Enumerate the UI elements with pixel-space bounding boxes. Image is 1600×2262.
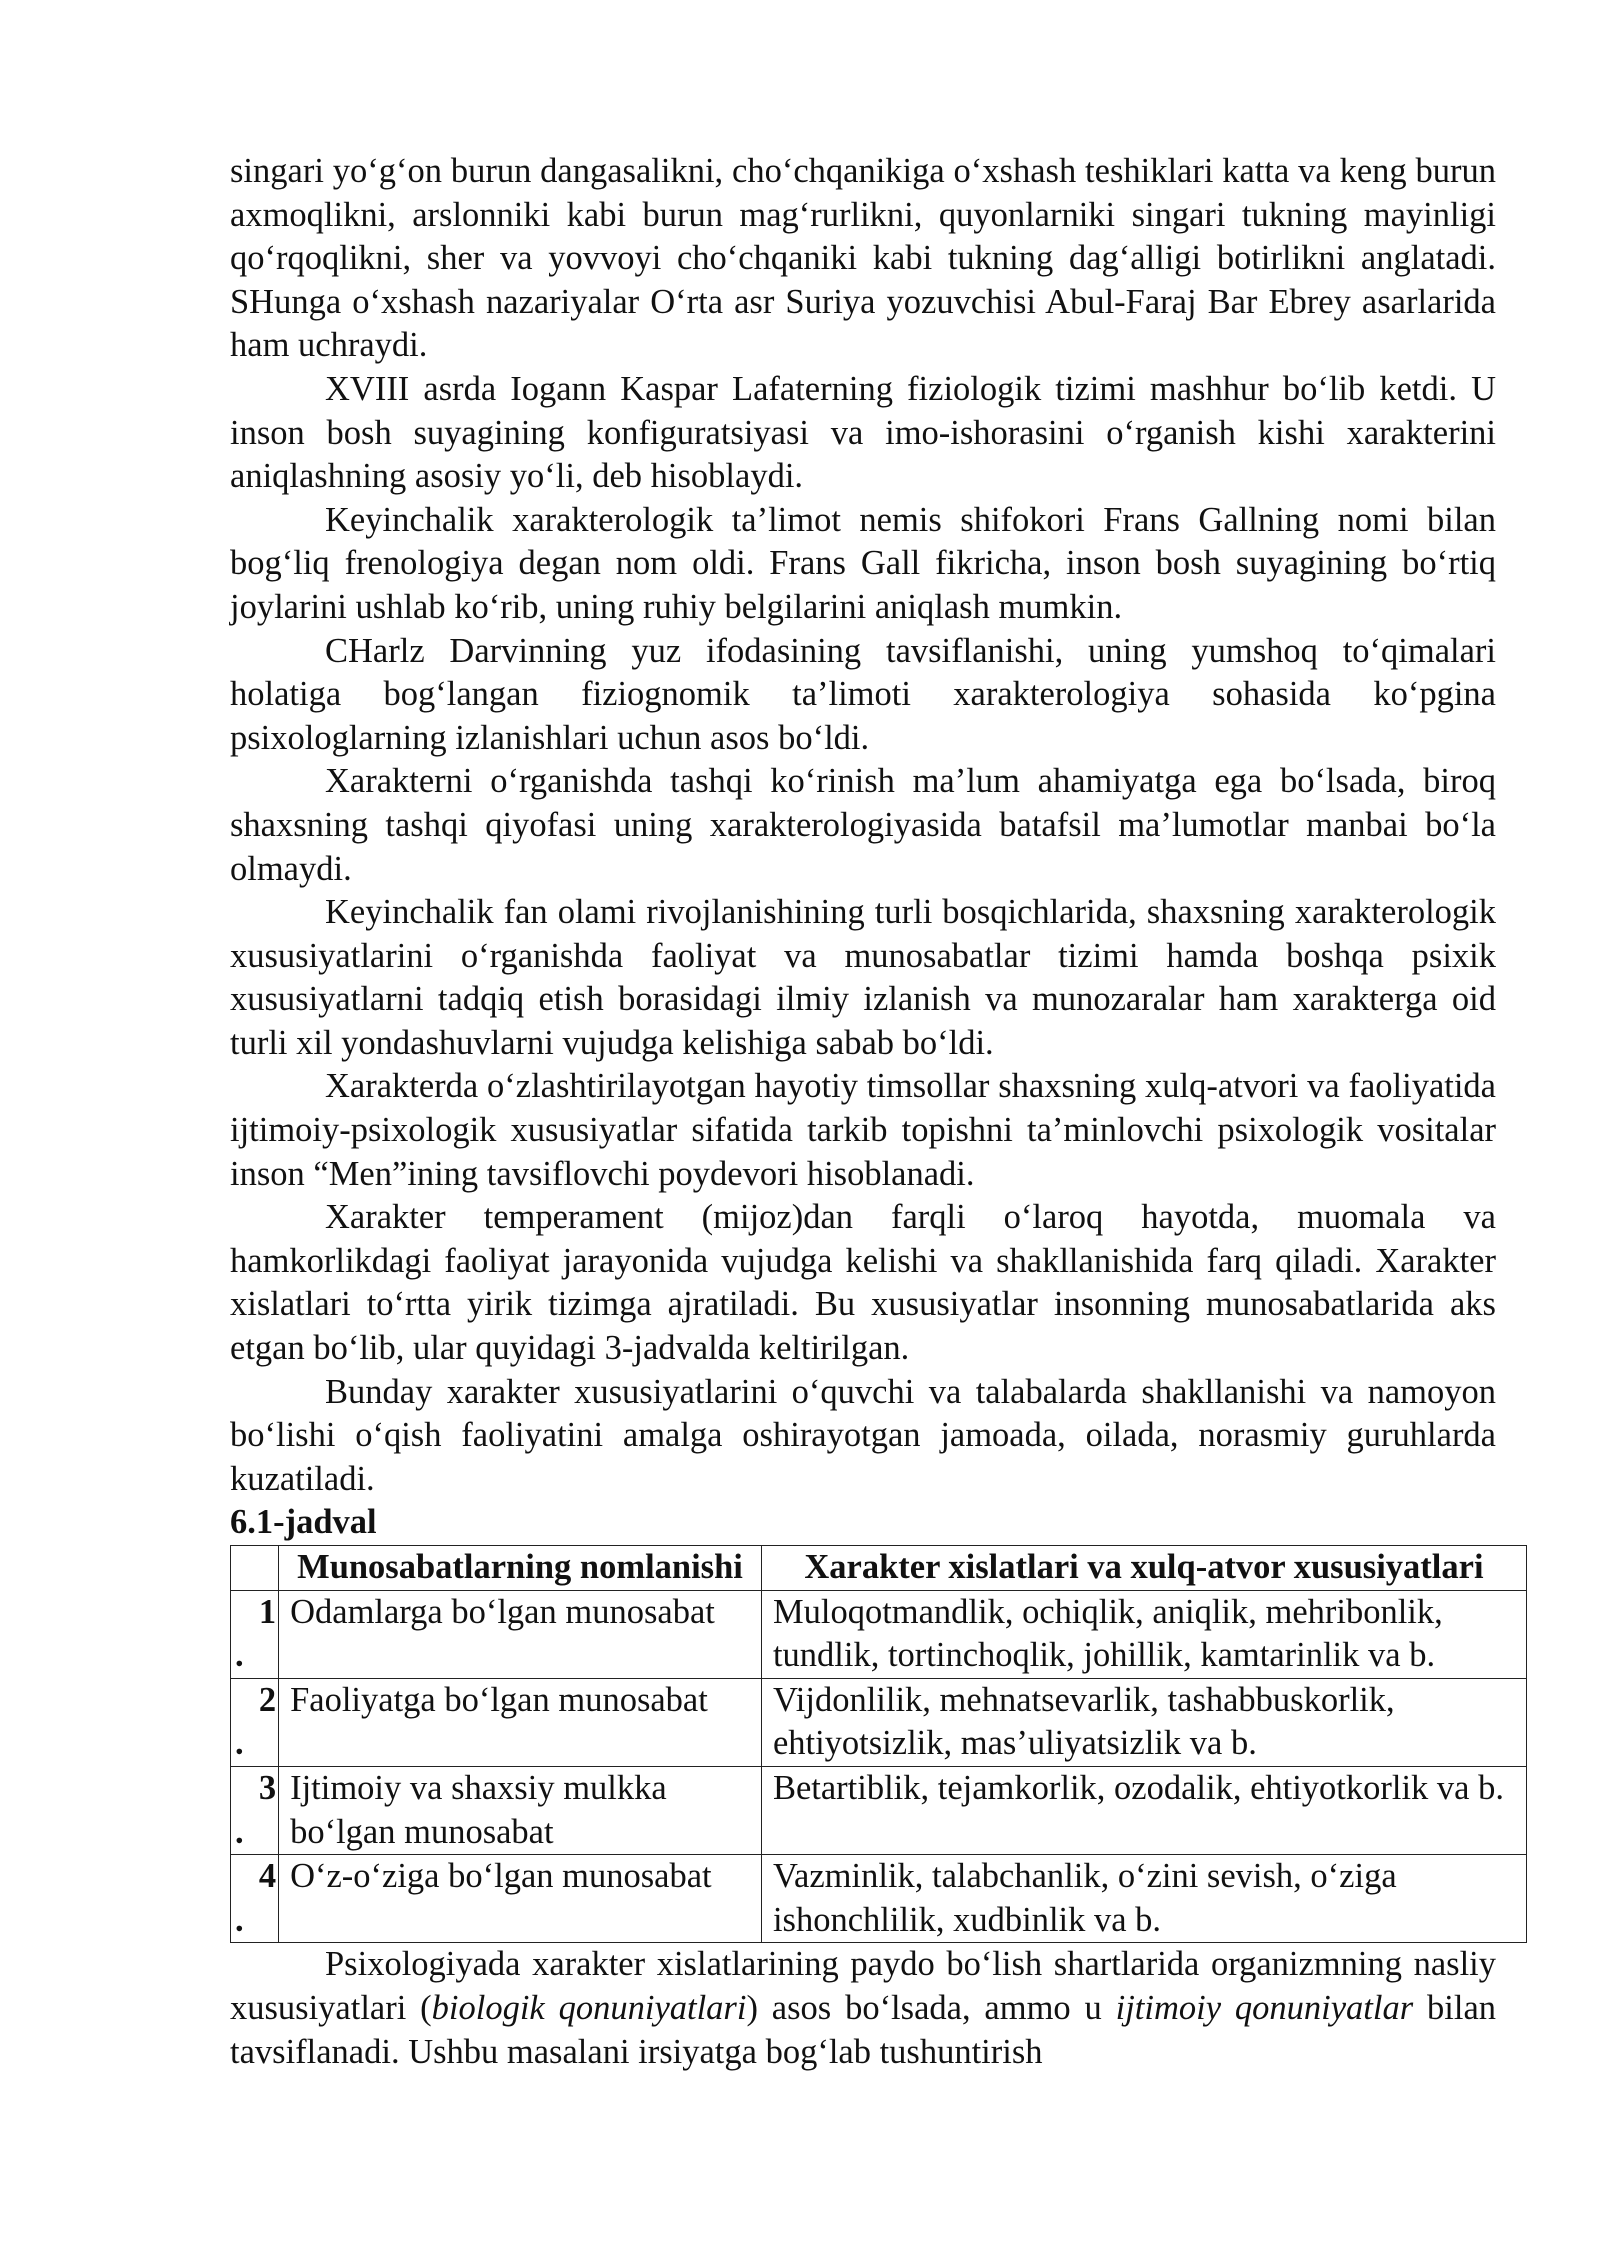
paragraph: Bunday xarakter xususiyatlarini o‘quvchi va talabalarda shakllanishi va namoyon bo‘lishi o‘qish faoliyatini amalga oshirayotgan jamoada, oilada, norasmiy guruhlarda kuzatiladi. (230, 1372, 1496, 1498)
row-traits: Vazminlik, talabchanlik, o‘zini sevish, o‘ziga ishonchlilik, xudbinlik va b. (761, 1855, 1526, 1943)
table-row (231, 1678, 1527, 1766)
table-caption: 6.1-jadval (230, 1503, 377, 1542)
table-header-number (231, 1546, 279, 1591)
paragraph: Xarakter temperament (mijoz)dan farqli o‘laroq hayotda, muomala va hamkorlikdagi faoliyat jarayonida vujudga kelishi va shakllanishida farq qiladi. Xarakter xislatlari to‘rtta yirik tizimga ajratiladi. Bu xususiyatlar insonning munosabatlarida aks etgan bo‘lib, ular quyidagi 3-jadvalda keltirilgan. (230, 1198, 1496, 1368)
emphasis-social: ijtimoiy qonuniyatlar (1115, 1988, 1414, 2027)
paragraph: CHarlz Darvinning yuz ifodasining tavsiflanishi, uning yumshoq to‘qimalari holatiga bog‘langan fiziognomik ta’limoti xarakterologiya sohasida ko‘pgina psixologlarning izlanishlari uchun asos bo‘ldi. (230, 631, 1496, 757)
table-row (231, 1855, 1527, 1943)
paragraph: singari yo‘g‘on burun dangasalikni, cho‘chqanikiga o‘xshash teshiklari katta va keng burun axmoqlikni, arslonniki kabi burun mag‘rurlikni, quyonlarniki singari tukning mayinligi qo‘rqoqlikni, sher va yovvoyi cho‘chqaniki kabi tukning dag‘alligi botirlikni anglatadi. SHunga o‘xshash nazariyalar O‘rta asr Suriya yozuvchisi Abul-Faraj Bar Ebrey asarlarida ham uchraydi. (230, 152, 1496, 365)
row-traits: Vijdonlilik, mehnatsevarlik, tashabbuskorlik, ehtiyotsizlik, mas’uliyatsizlik va b. (761, 1678, 1526, 1766)
row-relation: Ijtimoiy va shaxsiy mulkka bo‘lgan munosabat (279, 1766, 762, 1854)
row-traits: Betartiblik, tejamkorlik, ozodalik, ehtiyotkorlik va b. (761, 1766, 1526, 1854)
row-traits: Muloqotmandlik, ochiqlik, aniqlik, mehribonlik, tundlik, tortinchoqlik, johillik, kamtarinlik va b. (761, 1590, 1526, 1678)
row-number: 1 . (231, 1590, 279, 1678)
row-relation: O‘z-o‘ziga bo‘lgan munosabat (279, 1855, 762, 1943)
paragraph: XVIII asrda Iogann Kaspar Lafaterning fiziologik tizimi mashhur bo‘lib ketdi. U inson bosh suyagining konfiguratsiyasi va imo-ishorasini o‘rganish kishi xarakterini aniqlashning asosiy yo‘li, deb hisoblaydi. (230, 369, 1496, 496)
document-page (230, 150, 1504, 2074)
paragraph: Xarakterda o‘zlashtirilayotgan hayotiy timsollar shaxsning xulq-atvori va faoliyatida ijtimoiy-psixologik xususiyatlar sifatida tarkib topishni ta’minlovchi psixologik vositalar inson “Men”ining tavsiflovchi poydevori hisoblanadi. (230, 1067, 1496, 1193)
paragraph: Keyinchalik fan olami rivojlanishining turli bosqichlarida, shaxsning xarakterologik xususiyatlarini o‘rganishda faoliyat va munosabatlar tizimi hamda boshqa psixik xususiyatlarni tadqiq etish borasidagi ilmiy izlanish va munozaralar ham xarakterga oid turli xil yondashuvlarni vujudga kelishiga sabab bo‘ldi. (230, 893, 1496, 1062)
paragraph: Xarakterni o‘rganishda tashqi ko‘rinish ma’lum ahamiyatga ega bo‘lsada, biroq shaxsning tashqi qiyofasi uning xarakterologiyasida batafsil ma’lumotlar manbai bo‘la olmaydi. (230, 762, 1496, 888)
body-text-top (230, 150, 1496, 1501)
emphasis-biological: biologik qonuniyatlari (431, 1988, 747, 2027)
row-number: 4 . (231, 1855, 279, 1943)
paragraph: Keyinchalik xarakterologik ta’limot nemis shifokori Frans Gallning nomi bilan bog‘liq frenologiya degan nom oldi. Frans Gall fikricha, inson bosh suyagining bo‘rtiq joylarini ushlab ko‘rib, uning ruhiy belgilarini aniqlash mumkin. (230, 500, 1496, 626)
row-relation: Faoliyatga bo‘lgan munosabat (279, 1678, 762, 1766)
table-row (231, 1590, 1527, 1678)
row-relation: Odamlarga bo‘lgan munosabat (279, 1590, 762, 1678)
table-header-relation: Munosabatlarning nomlanishi (279, 1546, 762, 1591)
paragraph-bottom: Psixologiyada xarakter xislatlarining paydo bo‘lish shartlarida organizmning nasliy xususiyatlari (biologik qonuniyatlari) asos bo‘lsada, ammo u ijtimoiy qonuniyatlar bilan tavsiflanadi. Ushbu masalani irsiyatga bog‘lab tushuntirish (230, 1945, 1497, 2071)
traits-table (230, 1545, 1527, 1943)
table-header-row (231, 1546, 1527, 1591)
table-row (231, 1766, 1527, 1854)
row-number: 2 . (231, 1678, 279, 1766)
row-number: 3 . (231, 1766, 279, 1854)
table-header-traits: Xarakter xislatlari va xulq-atvor xususiyatlari (761, 1546, 1526, 1591)
